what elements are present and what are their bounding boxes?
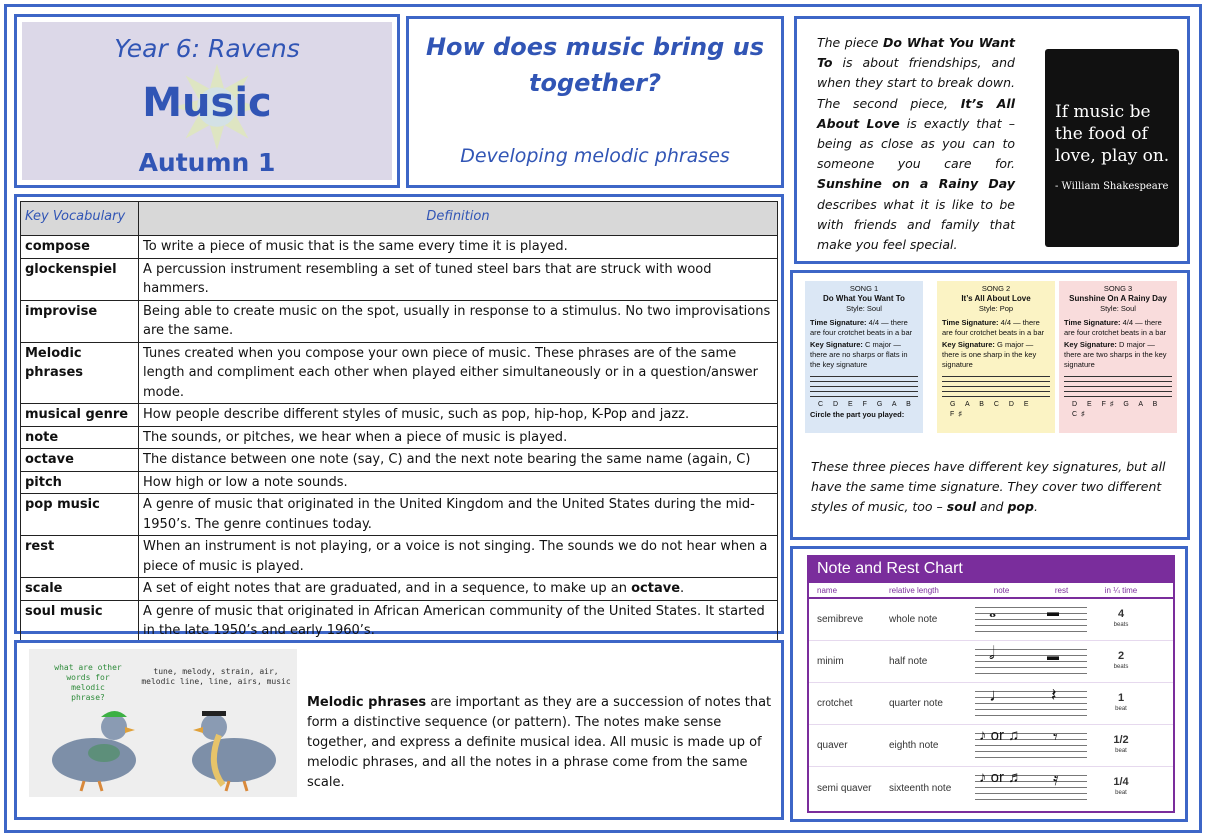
label: Time Signature: (1064, 318, 1121, 327)
vocab-definition: How high or low a note sounds. (139, 471, 778, 494)
beats-unit: beat (1115, 747, 1127, 754)
song-card (1059, 281, 1177, 433)
value: D major — there are two sharps in the key signature (1064, 340, 1167, 369)
time-signature (810, 318, 918, 338)
table-row (21, 600, 778, 642)
text: is about friendships, and when they start to break down. The second piece, (817, 55, 1015, 111)
song-style: Style: Pop (978, 304, 1014, 313)
note-staff (971, 599, 1091, 640)
note-beats (1091, 735, 1151, 757)
minim-rest-icon: ▬ (1047, 649, 1059, 663)
note-row (809, 641, 1173, 683)
pieces-panel (794, 16, 1190, 264)
shakespeare-quote-card (1045, 49, 1179, 247)
melodic-bold: Melodic phrases (307, 695, 427, 710)
crotchet-rest-icon: 𝄽 (1051, 685, 1057, 705)
time-signature (942, 318, 1050, 338)
music-staff (810, 374, 918, 400)
song-number: SONG 3 (1103, 284, 1133, 293)
songs-description (811, 457, 1181, 517)
chart-header-row (809, 583, 1173, 599)
pigeon-question-bubble: what are other words for melodic phrase? (54, 663, 122, 702)
question-panel (406, 16, 784, 188)
vocab-definition (139, 578, 778, 601)
vocab-term: rest (21, 536, 139, 578)
melodic-phrases-panel (14, 640, 784, 820)
vocab-definition: How people describe different styles of music, such as pop, hip-hop, K-Pop and jazz. (139, 404, 778, 427)
crotchet-icon: ♩ (989, 685, 1007, 705)
label: Time Signature: (810, 318, 867, 327)
vocab-term: note (21, 426, 139, 449)
song-number: SONG 1 (849, 284, 879, 293)
table-row (21, 536, 778, 578)
note-length: eighth note (889, 740, 939, 751)
header-rest: rest (1054, 586, 1069, 595)
value: 4/4 — there are four crotchet beats in a bar (810, 318, 913, 337)
semibreve-icon: 𝅝 (989, 601, 997, 621)
vocab-term: Melodic phrases (21, 342, 139, 404)
song-title: It’s All About Love (961, 294, 1031, 303)
key-signature (942, 340, 1050, 370)
header-time: in ¼ time (1104, 586, 1138, 595)
beats-value: 2 (1117, 649, 1125, 662)
beats-unit: beats (1113, 621, 1129, 628)
vocab-definition: When an instrument is not playing, or a voice is not singing. The sounds we do not hear when a piece of music is played. (139, 536, 778, 578)
vocab-term: pitch (21, 471, 139, 494)
beats-value: 1/4 (1113, 776, 1129, 788)
subject-title: Music (142, 80, 272, 126)
note-beats (1091, 693, 1151, 715)
header-note: note (993, 586, 1010, 595)
vocab-term: octave (21, 449, 139, 472)
table-row (21, 449, 778, 472)
table-row (21, 404, 778, 427)
text: The piece (817, 35, 883, 50)
vocab-term: scale (21, 578, 139, 601)
semibreve-rest-icon: ▬ (1047, 605, 1059, 619)
vocabulary-table (20, 201, 778, 665)
quote-text: If music be the food of love, play on. (1055, 102, 1170, 166)
label: Time Signature: (942, 318, 999, 327)
header-length: relative length (889, 586, 939, 595)
value: C major — there are no sharps or flats in the key signature (810, 340, 908, 369)
term-title: Autumn 1 (138, 148, 276, 177)
note-name: quaver (817, 740, 848, 751)
beats-value: 1/2 (1113, 733, 1129, 746)
col-header-term: Key Vocabulary (21, 202, 139, 236)
quote-author: - William Shakespeare (1055, 181, 1169, 192)
note-staff (971, 725, 1091, 766)
beats-unit: beat (1115, 790, 1127, 796)
note-beats (1091, 609, 1151, 631)
beats-unit: beat (1115, 705, 1127, 712)
key-signature (1064, 340, 1172, 370)
song-style: Style: Soul (846, 304, 882, 313)
time-signature (1064, 318, 1172, 338)
vocab-definition: The sounds, or pitches, we hear when a piece of music is played. (139, 426, 778, 449)
vocab-term: improvise (21, 300, 139, 342)
vocab-definition: Tunes created when you compose your own piece of music. These phrases are of the same length and compliment each other when played either simultaneously or in a question/answer mode. (139, 342, 778, 404)
note-beats (1091, 651, 1151, 673)
vocab-term: soul music (21, 600, 139, 642)
note-length: quarter note (889, 698, 943, 709)
pigeon-answer-bubble: tune, melody, strain, air, melodic line, line, airs, music (141, 667, 291, 686)
vocab-definition: A genre of music that originated in African American community of the United States. It started in the late 1950’s and early 1960’s. (139, 600, 778, 642)
key-signature (810, 340, 918, 370)
minim-icon: 𝅗𝅥 (989, 643, 995, 663)
header-name: name (817, 586, 838, 595)
vocab-definition: The distance between one note (say, C) and the next note bearing the same name (again, C) (139, 449, 778, 472)
songs-panel (790, 270, 1190, 540)
key-question: How does music bring us together? (425, 33, 765, 97)
vocab-definition: A percussion instrument resembling a set of tuned steel bars that are struck with wood hammers. (139, 258, 778, 300)
table-row (21, 258, 778, 300)
beats-value: 4 (1117, 607, 1125, 620)
vocab-term: pop music (21, 494, 139, 536)
scale-notes: D E F♯ G A B C♯ (1072, 401, 1162, 418)
song-card (805, 281, 923, 433)
col-header-definition: Definition (139, 202, 778, 236)
text: is exactly that – being as close as you can to someone you care for. (817, 115, 1015, 172)
style-pop: pop (1007, 499, 1034, 514)
beats-value: 1 (1117, 691, 1125, 704)
definition-text: A set of eight notes that are graduated, and in a sequence, to make up an (143, 581, 627, 596)
song-title: It’s All About Love (817, 95, 1015, 131)
semiquaver-rest-icon: 𝄿 (1053, 769, 1059, 789)
table-row (21, 494, 778, 536)
note-staff (971, 641, 1091, 682)
text: and (976, 499, 1008, 514)
header-time-post: time (1122, 586, 1138, 595)
music-staff (942, 374, 1050, 400)
note-name: semibreve (817, 614, 864, 625)
pigeons-illustration (29, 649, 297, 797)
unit-subtitle: Developing melodic phrases (460, 145, 730, 167)
table-row (21, 426, 778, 449)
text: describes what it is like to be with friends and family that make you feel special. (817, 196, 1015, 253)
label: Key Signature: (1064, 340, 1117, 349)
header-note-rest (971, 583, 1091, 597)
definition-bold: octave (631, 581, 681, 596)
label: Key Signature: (810, 340, 863, 349)
note-staff (971, 683, 1091, 724)
vocab-term: compose (21, 236, 139, 259)
note-row (809, 767, 1173, 809)
scale-notes: C D E F G A B (818, 401, 915, 408)
definition-end: . (680, 581, 685, 596)
song-number: SONG 2 (981, 284, 1011, 293)
note-length: sixteenth note (889, 782, 952, 794)
style-soul: soul (946, 499, 976, 514)
note-rest-chart (807, 555, 1175, 813)
value: G major — there is one sharp in the key signature (942, 340, 1037, 369)
table-row (21, 342, 778, 404)
note-beats (1091, 777, 1151, 799)
table-row (21, 578, 778, 601)
vocabulary-panel (14, 194, 784, 638)
table-row (21, 471, 778, 494)
header-time-pre: in (1104, 586, 1111, 595)
note-row (809, 599, 1173, 641)
quaver-icon: ♪ or ♫ (979, 727, 1020, 744)
vocab-term: glockenspiel (21, 258, 139, 300)
note-row (809, 683, 1173, 725)
class-name: Year 6: Ravens (114, 34, 300, 63)
song-instruction: Circle the part you played: (810, 410, 905, 419)
note-length: whole note (889, 614, 938, 625)
song-title: Do What You Want To (823, 294, 905, 303)
value: 4/4 — there are four crotchet beats in a bar (942, 318, 1045, 337)
note-name: semi quaver (817, 782, 872, 794)
value: 4/4 — there are four crotchet beats in a bar (1064, 318, 1167, 337)
melodic-phrases-description (307, 693, 777, 793)
song-style: Style: Soul (1100, 304, 1136, 313)
text: . (1033, 499, 1038, 514)
music-staff (1064, 374, 1172, 400)
note-row (809, 725, 1173, 767)
note-staff (971, 767, 1091, 809)
beats-unit: beats (1113, 663, 1129, 670)
song-title: Sunshine on a Rainy Day (817, 176, 1015, 192)
vocab-definition: To write a piece of music that is the same every time it is played. (139, 236, 778, 259)
song-title: Sunshine On A Rainy Day (1069, 294, 1167, 303)
pigeon-icon (39, 705, 289, 795)
note-length: half note (889, 656, 928, 667)
vocab-definition: Being able to create music on the spot, usually in response to a stimulus. No two improvisations are the same. (139, 300, 778, 342)
chart-title: Note and Rest Chart (809, 557, 1173, 583)
title-panel (14, 14, 400, 188)
table-row (21, 236, 778, 259)
song-card (937, 281, 1055, 433)
text: These three pieces have different key signatures, but all have the same time signature. They cover two different styles of music, too – (811, 459, 1166, 514)
vocab-definition: A genre of music that originated in the United Kingdom and the United States during the mid-1950’s. The genre continues today. (139, 494, 778, 536)
note-rest-panel (790, 546, 1188, 822)
note-name: crotchet (817, 698, 853, 709)
label: Key Signature: (942, 340, 995, 349)
table-row (21, 300, 778, 342)
scale-notes: G A B C D E F♯ (950, 401, 1033, 418)
pieces-description (817, 33, 1015, 255)
note-name: minim (817, 656, 844, 667)
vocab-term: musical genre (21, 404, 139, 427)
song-title: Do What You Want To (817, 35, 1015, 71)
semiquaver-icon: ♪ or ♬ (979, 769, 1024, 786)
quaver-rest-icon: 𝄾 (1053, 727, 1058, 747)
melodic-body: are important as they are a succession of notes that form a distinctive sequence (or pattern). The notes make sense together, and express a definite musical idea. All music is made up of melodic phrases, and all the notes in a phrase come from the same scale. (307, 695, 772, 790)
